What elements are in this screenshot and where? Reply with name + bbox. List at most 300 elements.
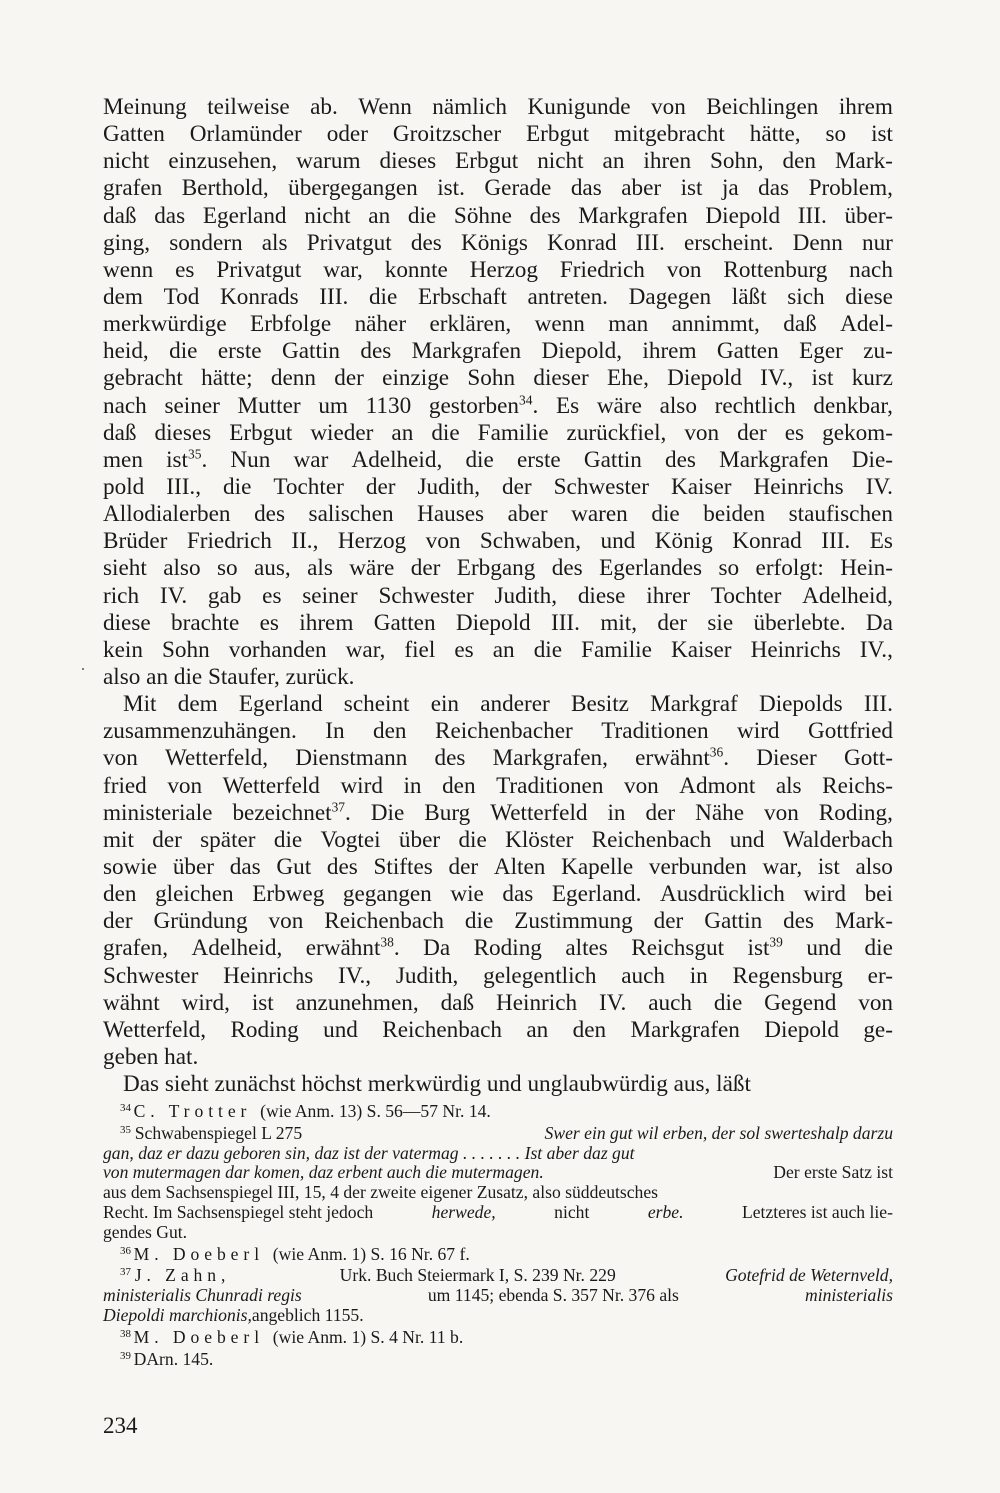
word: Erbschaft [417, 283, 507, 310]
word: Da [423, 935, 451, 962]
word: III. [797, 202, 827, 229]
word: annimmt, [671, 311, 760, 338]
word: die [169, 338, 198, 365]
word: mitgebracht [614, 121, 725, 148]
text-line [103, 474, 893, 501]
word: rechtlich [714, 392, 796, 419]
word: Familie [477, 419, 549, 446]
word: IV., [859, 636, 893, 663]
word: Konrad [547, 229, 617, 256]
word: über [172, 853, 215, 880]
word: daß [103, 419, 137, 446]
word: Gut [276, 853, 312, 880]
word: staufischen [788, 501, 893, 528]
word: ist [811, 365, 834, 392]
word: Klöster [505, 826, 574, 853]
text-line [103, 718, 893, 745]
word: fiel [404, 636, 436, 663]
footnote-35-line: gan, daz er dazu geboren sin, daz ist der vatermag . . . . . . . Ist aber daz gut [103, 1142, 635, 1163]
word: Allodialerben [103, 501, 231, 528]
word: III. [821, 528, 851, 555]
text-line [103, 121, 893, 148]
text-line [103, 148, 893, 175]
word: also [103, 663, 141, 690]
word: gegangen [342, 881, 432, 908]
word: die [173, 663, 203, 690]
word: seiner [164, 392, 220, 419]
word: läßt [731, 283, 767, 310]
word: Markgrafen, [492, 745, 608, 772]
word: sowie [103, 853, 158, 880]
word: IV. [599, 989, 627, 1016]
word: Roding [473, 935, 542, 962]
word: die [273, 826, 303, 853]
word: aber [507, 501, 548, 528]
word: Diepold [764, 1016, 839, 1043]
word: Walderbach [782, 826, 893, 853]
word: unglaubwürdig [527, 1071, 668, 1098]
word: Reichenbacher [434, 718, 573, 745]
word: ihrer [646, 582, 691, 609]
word: Das [123, 1071, 160, 1098]
word: Judith, [395, 962, 459, 989]
scan-speck [82, 668, 84, 670]
text-line [103, 175, 893, 202]
word: des [326, 853, 358, 880]
word: die [651, 501, 680, 528]
word: III. [635, 229, 665, 256]
word: ist [871, 121, 893, 148]
word: ihrem [299, 609, 354, 636]
word: also [855, 853, 893, 880]
word: Wetterfeld [222, 772, 320, 799]
word: scheint [343, 691, 410, 718]
word: um [318, 392, 348, 419]
word: der [657, 609, 687, 636]
word: erste [516, 446, 561, 473]
word: von [684, 419, 720, 446]
word: die [223, 473, 252, 500]
word: Traditionen [496, 772, 604, 799]
word: Herzog [469, 256, 538, 283]
word: Gatten [103, 121, 165, 148]
word: Markgraf [650, 691, 738, 718]
word: Die- [851, 446, 893, 473]
text-line [103, 745, 893, 772]
word: Diepolds [758, 691, 843, 718]
text-line [103, 691, 893, 718]
word: Konrads [220, 283, 299, 310]
word: der [410, 555, 441, 582]
text-line [103, 800, 893, 827]
word: denn [270, 365, 316, 392]
word: verbunden [648, 853, 747, 880]
word: ist. [437, 175, 465, 202]
word: Mutter [237, 392, 301, 419]
word: das [758, 175, 790, 202]
word: wird [737, 718, 780, 745]
word: des [410, 229, 442, 256]
word: näher [354, 311, 407, 338]
word: erklären, [429, 311, 512, 338]
word: III. [550, 609, 580, 636]
word: ist$^{35}$. [166, 446, 208, 473]
word: es [454, 636, 474, 663]
text-line [103, 963, 893, 990]
text-line [103, 1071, 893, 1098]
word: fried [103, 772, 147, 799]
text-line [103, 610, 893, 637]
word: des [665, 446, 696, 473]
word: in [689, 962, 708, 989]
word: waren [571, 501, 628, 528]
word: wenn [534, 311, 585, 338]
word: anderer [480, 691, 550, 718]
word: kurz [851, 365, 893, 392]
text-line [103, 311, 893, 338]
word: wäre [349, 555, 395, 582]
word: Hein- [840, 555, 893, 582]
word: war, [762, 853, 803, 880]
word: der [334, 365, 364, 392]
word: Problem, [808, 175, 893, 202]
word: daß [103, 202, 137, 229]
word: Schwester [103, 962, 199, 989]
word: ab. [310, 94, 338, 120]
word: also [659, 392, 697, 419]
word: Ehe, [607, 365, 649, 392]
word: die [713, 989, 743, 1016]
word: gelegentlich [483, 962, 597, 989]
word: salischen [308, 501, 394, 528]
word: die [464, 908, 494, 935]
word: also [163, 555, 201, 582]
word: Regensburg [732, 962, 843, 989]
word: er- [867, 962, 893, 989]
word: IV. [159, 582, 188, 609]
word: bei [864, 881, 893, 908]
word: der [152, 826, 182, 853]
word: an [602, 148, 625, 175]
word: Reichenbach [324, 908, 444, 935]
text-line [103, 908, 893, 935]
word: die [864, 935, 893, 962]
word: hätte, [749, 121, 801, 148]
word: beiden [703, 501, 766, 528]
word: das [502, 881, 534, 908]
word: war [293, 446, 329, 473]
word: Egerlandes [599, 555, 703, 582]
word: heid, [103, 338, 149, 365]
word: Wetterfeld [490, 799, 588, 826]
word: Judith, [417, 473, 480, 500]
word: es [784, 419, 805, 446]
word: wird, [181, 989, 230, 1016]
word: III. [319, 283, 349, 310]
word: Tochter [273, 473, 344, 500]
word: der [653, 908, 684, 935]
text-line [103, 338, 893, 365]
text-line [103, 827, 893, 854]
word: gekom- [822, 419, 893, 446]
word: bezeichnet$^{37}$. [232, 799, 351, 826]
word: Erbgang [456, 555, 536, 582]
word: diese [103, 609, 151, 636]
word: anzunehmen, [295, 989, 419, 1016]
word: konnte [384, 256, 448, 283]
word: Heinrichs [223, 962, 314, 989]
word: Admont [679, 772, 756, 799]
word: von [764, 799, 799, 826]
word: Gerade [484, 175, 552, 202]
word: Heinrichs [753, 473, 844, 500]
word: II., [291, 528, 319, 555]
word: Erbgut [229, 419, 293, 446]
word: nach [103, 392, 147, 419]
word: ist [680, 175, 703, 202]
word: pold [103, 473, 145, 500]
word: Staufer, [207, 663, 280, 690]
word: Erbgut [455, 148, 519, 175]
word: aus, [254, 555, 291, 582]
word: Kunigunde [527, 94, 631, 120]
word: nämlich [432, 94, 507, 120]
word: sondern [169, 229, 243, 256]
word: Wetterfeld, [164, 745, 269, 772]
word: Privatgut [306, 229, 392, 256]
word: Heinrich [495, 989, 578, 1016]
word: Judith, [494, 582, 558, 609]
word: denkbar, [813, 392, 893, 419]
word: überlebte. [753, 609, 846, 636]
word: erwähnt$^{36}$. [635, 745, 730, 772]
word: warum [296, 148, 361, 175]
word: wird [340, 772, 383, 799]
text-line [103, 664, 893, 691]
word: men [103, 446, 143, 473]
word: Friedrich [559, 256, 645, 283]
word: Alten [493, 853, 546, 880]
word: in [607, 799, 626, 826]
word: es [175, 256, 195, 283]
word: Markgrafen [578, 202, 688, 229]
word: Gegend [764, 989, 837, 1016]
text-line [103, 230, 893, 257]
word: Königs [460, 229, 528, 256]
word: Eger [799, 338, 843, 365]
word: grafen [103, 175, 163, 202]
word: zurück. [285, 663, 355, 690]
footnote-37: $^{37}$ J. Zahn, Urk. Buch Steiermark I, S. 239 Nr. 229 Gotefrid de Weternveld, [120, 1265, 893, 1286]
word: Nähe [695, 799, 745, 826]
word: ihren [643, 148, 692, 175]
word: III. [863, 691, 893, 718]
word: III., [166, 473, 202, 500]
word: Markgrafen [411, 338, 522, 365]
word: sie [707, 609, 734, 636]
footnotes [103, 1102, 893, 1369]
word: man [608, 311, 649, 338]
footnote-37-line: ministerialis Chunradi regis um 1145; ebenda S. 357 Nr. 376 als ministerialis [103, 1285, 893, 1306]
footnote-ref: 36 [709, 745, 724, 761]
footnote-39: $^{39}$ DArn. 145. [120, 1348, 214, 1369]
footnote-ref: 37 [331, 799, 346, 815]
word: des [254, 501, 285, 528]
word: Gatten [373, 609, 436, 636]
word: die [458, 826, 487, 853]
word: es [259, 609, 279, 636]
word: diese [577, 582, 626, 609]
footnote-ref: 39 [769, 935, 783, 951]
word: mit, [600, 609, 638, 636]
word: an [492, 636, 515, 663]
word: IV. [865, 473, 893, 500]
word: wähnt [103, 989, 160, 1016]
word: als [261, 229, 288, 256]
word: Gattin [282, 338, 340, 365]
word: Egerland. [551, 881, 642, 908]
word: die [533, 636, 563, 663]
word: Sohn [467, 365, 516, 392]
word: die [368, 283, 398, 310]
word: in [403, 772, 422, 799]
word: kein [103, 636, 143, 663]
word: Familie [581, 636, 652, 663]
word: Kapelle [561, 853, 634, 880]
word: von [167, 772, 203, 799]
body-text [103, 94, 893, 1098]
footnote-36: $^{36}$ M. Doeberl (wie Anm. 1) S. 16 Nr. 67 f. [120, 1243, 470, 1264]
word: Besitz [570, 691, 629, 718]
word: Kaiser [670, 636, 732, 663]
word: dem [177, 691, 218, 718]
word: so [825, 121, 847, 148]
word: Gründung [153, 908, 248, 935]
word: das [229, 853, 261, 880]
word: gestorben$^{34}$. [428, 392, 539, 419]
word: Rottenburg [723, 256, 828, 283]
text-line [103, 773, 893, 800]
word: rich [103, 582, 140, 609]
word: und [600, 528, 636, 555]
text-line [103, 447, 893, 474]
footnote-35-line: gendes Gut. [103, 1221, 188, 1242]
word: Erbweg [252, 881, 325, 908]
word: Schwaben, [479, 528, 581, 555]
footnote-38: $^{38}$ M. Doeberl (wie Anm. 1) S. 4 Nr. 11 b. [120, 1326, 464, 1347]
word: Markgrafen [630, 1016, 740, 1043]
word: Reichs- [822, 772, 893, 799]
word: an [391, 419, 414, 446]
word: so [718, 555, 740, 582]
word: den [373, 718, 407, 745]
footnote-ref: 34 [519, 392, 533, 408]
word: als [775, 772, 802, 799]
word: diese [845, 283, 893, 310]
word: Diepold [705, 202, 781, 229]
footnote-37-line: Diepoldi marchionis, angeblich 1155. [103, 1304, 364, 1325]
word: der [645, 799, 676, 826]
word: geben [103, 1043, 159, 1070]
word: Adelheid, [802, 582, 893, 609]
footnote-35-line: von mutermagen dar komen, daz erbent auch die mutermagen. Der erste Satz ist [103, 1162, 893, 1183]
word: die [431, 419, 460, 446]
word: der [365, 473, 396, 500]
word: den [103, 881, 137, 908]
word: vorhanden [228, 636, 327, 663]
page-number: 234 [103, 1413, 138, 1438]
word: Orlamünder [189, 121, 302, 148]
word: Berthold, [181, 175, 269, 202]
word: Mark- [834, 908, 893, 935]
word: Stiftes [373, 853, 433, 880]
word: über [398, 826, 441, 853]
word: einzusehen, [168, 148, 278, 175]
word: höchst [301, 1071, 362, 1098]
word: merkwürdige [103, 311, 227, 338]
text-line [103, 1017, 893, 1044]
word: nicht [537, 148, 584, 175]
word: und [729, 826, 765, 853]
word: die [407, 202, 437, 229]
word: Traditionen [601, 718, 709, 745]
word: hat. [164, 1043, 199, 1070]
word: gab [207, 582, 242, 609]
word: die [465, 446, 494, 473]
word: Tochter [710, 582, 782, 609]
text-line [103, 990, 893, 1017]
word: Söhne [453, 202, 512, 229]
word: war, [345, 636, 386, 663]
word: Roding [230, 1016, 299, 1043]
word: Reichsgut [631, 935, 725, 962]
word: antreten. [527, 283, 608, 310]
word: nicht [103, 148, 150, 175]
word: ihrem [838, 94, 893, 120]
word: In [325, 718, 345, 745]
word: des [360, 338, 392, 365]
word: Sohn [161, 636, 210, 663]
footnote-ref: 35 [188, 446, 202, 462]
word: Beichlingen [706, 94, 819, 120]
word: 1130 [365, 392, 412, 419]
text-line [103, 583, 893, 610]
text-line [103, 555, 893, 582]
word: der [502, 473, 532, 500]
word: ist [817, 853, 840, 880]
word: Diepold [667, 365, 742, 392]
word: erfolgt: [755, 555, 824, 582]
word: auch [648, 989, 692, 1016]
word: ging, [103, 229, 151, 256]
word: Brüder [103, 528, 168, 555]
word: erscheint. [683, 229, 774, 256]
word: Dagegen [628, 283, 712, 310]
word: Gottfried [807, 718, 893, 745]
word: Wetterfeld, [103, 1016, 207, 1043]
word: einzige [382, 365, 450, 392]
word: merkwürdig [367, 1071, 482, 1098]
word: von [651, 94, 686, 120]
word: an [146, 663, 169, 690]
text-line [103, 854, 893, 881]
word: Meinung [103, 94, 187, 120]
word: teilweise [207, 94, 290, 120]
word: ministeriale [103, 799, 213, 826]
word: sieht [103, 555, 147, 582]
word: Konrad [732, 528, 802, 555]
word: Gattin [583, 446, 642, 473]
